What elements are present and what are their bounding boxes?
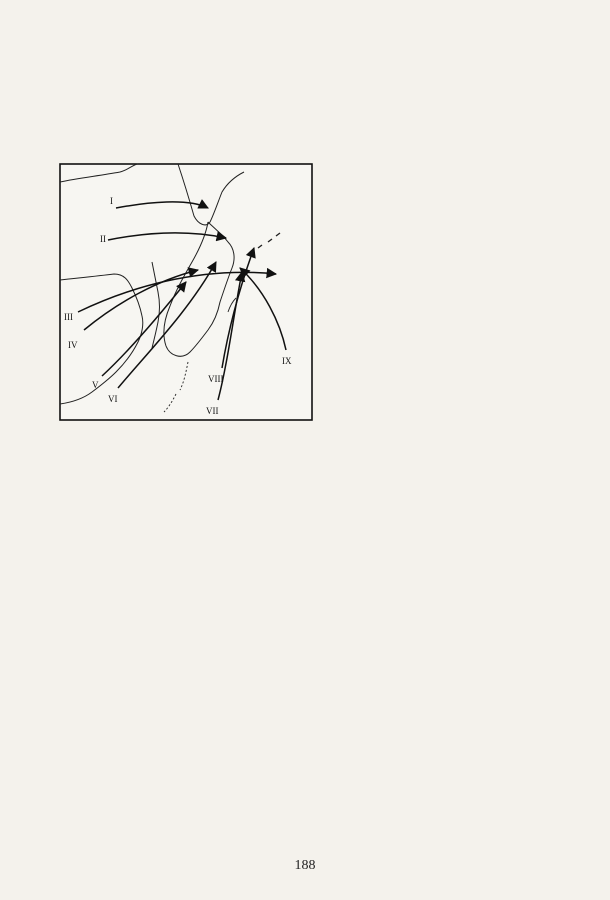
page-number: 188	[294, 858, 316, 873]
track-label-I: I	[110, 196, 113, 206]
track-label-VI: VI	[108, 394, 118, 404]
track-label-III: III	[64, 312, 73, 322]
track-label-IV: IV	[68, 340, 78, 350]
figure-cyclone-trajectories	[58, 162, 316, 424]
track-label-VII: VII	[206, 406, 219, 416]
track-label-IX: IX	[282, 356, 292, 366]
track-label-VIII: VIII	[208, 374, 224, 384]
cyclone-map	[58, 162, 316, 424]
track-label-V: V	[92, 380, 99, 390]
track-label-II: II	[100, 234, 106, 244]
